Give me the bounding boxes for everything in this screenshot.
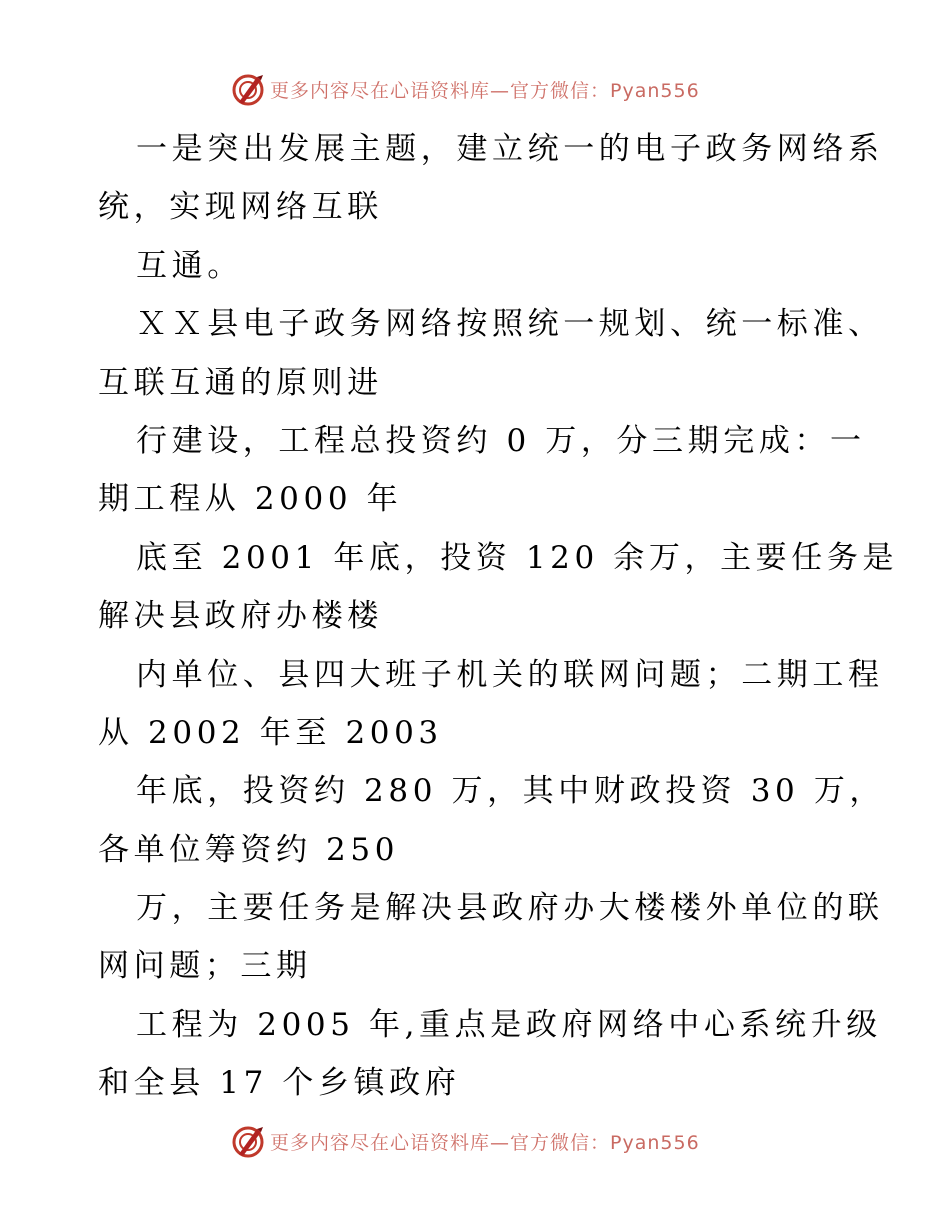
text-line: 期工程从 2000 年 (98, 481, 403, 518)
pen-logo-icon (230, 71, 266, 107)
watermark-text-id: Pyan556 (610, 1131, 700, 1154)
pen-logo-icon (230, 1123, 266, 1159)
text-line: 网问题；三期 (98, 948, 312, 985)
text-line: 各单位筹资约 250 (98, 831, 400, 868)
text-line: 统，实现网络互联 (98, 189, 383, 226)
document-body (98, 120, 899, 1113)
text-line: 互联互通的原则进 (98, 364, 383, 401)
text-line: 解决县政府办楼楼 (98, 598, 383, 635)
watermark-header (230, 71, 700, 107)
watermark-text (270, 1128, 700, 1155)
text-line: 工程为 2005 年,重点是政府网络中心系统升级 (136, 1006, 882, 1043)
text-line: 和全县 17 个乡镇政府 (98, 1065, 461, 1102)
text-line: 从 2002 年至 2003 (98, 714, 443, 751)
text-line: ＸＸ县电子政务网络按照统一规划、统一标准、 (136, 306, 884, 343)
text-line: 年底，投资约 280 万，其中财政投资 30 万， (136, 773, 886, 810)
watermark-footer (230, 1123, 700, 1159)
watermark-text (270, 76, 700, 103)
text-line: 内单位、县四大班子机关的联网问题；二期工程 (136, 656, 884, 693)
watermark-text-cn: 更多内容尽在心语资料库—官方微信： (270, 79, 611, 102)
text-line: 行建设，工程总投资约 0 万，分三期完成：一 (136, 422, 866, 459)
watermark-text-cn: 更多内容尽在心语资料库—官方微信： (270, 1131, 611, 1154)
text-line: 一是突出发展主题，建立统一的电子政务网络系 (136, 131, 884, 167)
watermark-text-id: Pyan556 (610, 79, 700, 102)
text-line: 互通。 (136, 247, 243, 284)
text-line: 万，主要任务是解决县政府办大楼楼外单位的联 (136, 890, 884, 927)
text-line: 底至 2001 年底，投资 120 余万，主要任务是 (136, 539, 899, 576)
